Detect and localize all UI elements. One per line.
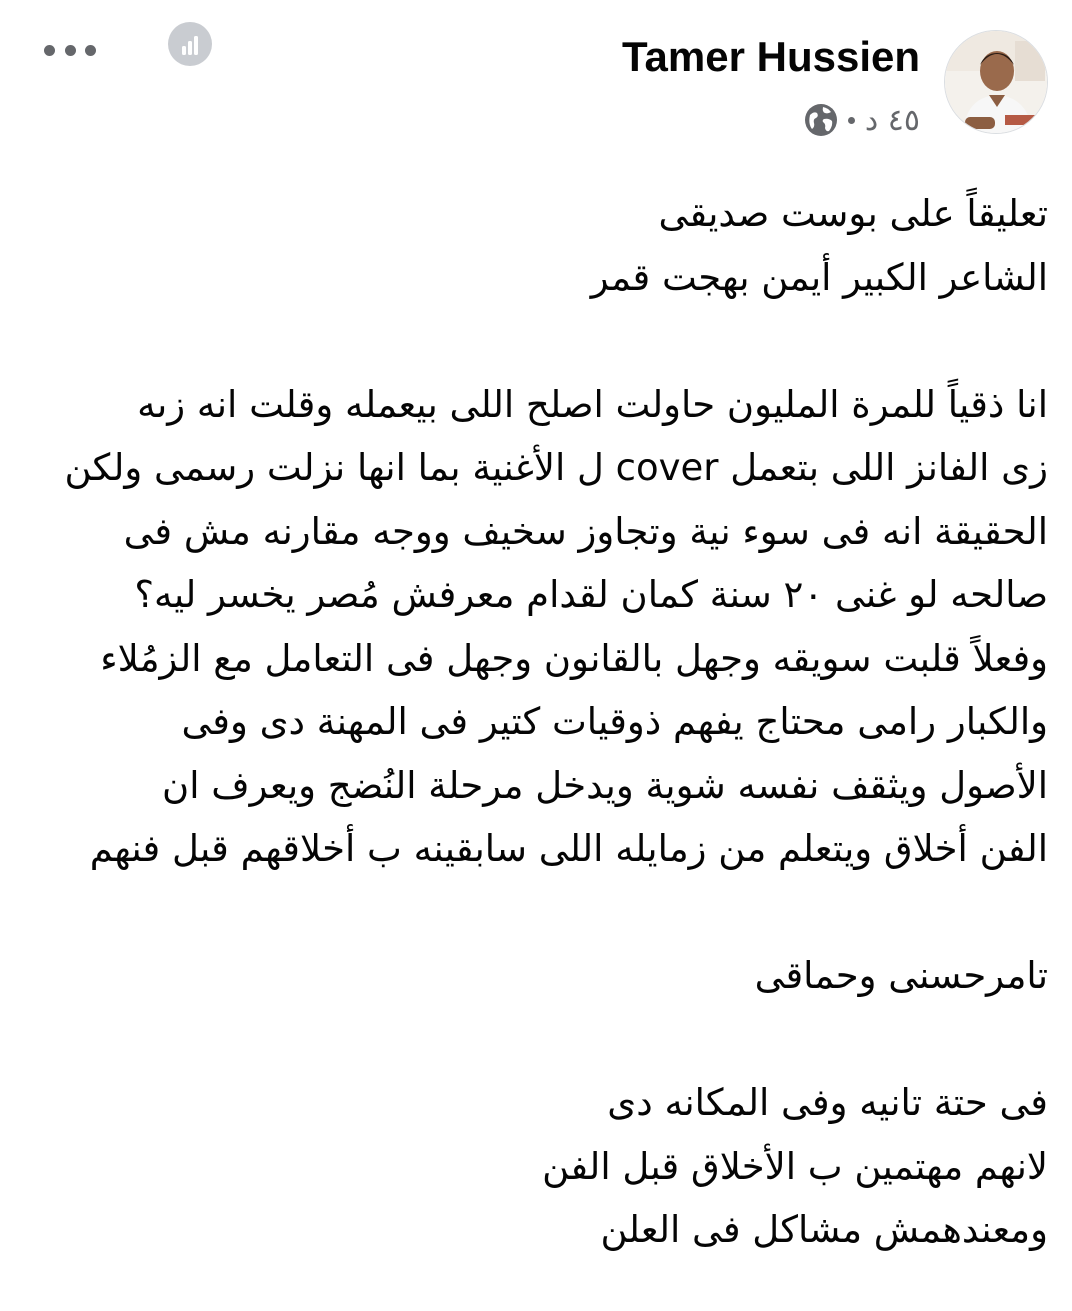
insights-chart-icon (168, 22, 212, 66)
author-name[interactable]: Tamer Hussien (622, 33, 920, 80)
paragraph-break (28, 1008, 1048, 1072)
insights-button[interactable] (168, 22, 212, 66)
post-text-line: تامرحسنى وحماقى (754, 954, 1048, 997)
paragraph-break (28, 881, 1048, 945)
post-text-line: الحقيقة انه فى سوء نية وتجاوز سخيف ووجه مقارنه مش فى (123, 509, 1048, 553)
post-timestamp[interactable]: ٤٥ د (864, 102, 920, 138)
post-header (0, 0, 1072, 150)
more-dot (44, 45, 55, 56)
post-text-line: تعليقاً على بوست صديقى (658, 192, 1048, 235)
post-text-line: صالحه لو غنى ٢٠ سنة كمان لقدام معرفش مُصر يخسر ليه؟ (134, 573, 1048, 616)
post-text-line: الشاعر الكبير أيمن بهجت قمر (590, 255, 1048, 299)
post-text-line: والكبار رامى محتاج يفهم ذوقيات كتير فى المهنة دى وفى (181, 700, 1048, 743)
post-text-line: لانهم مهتمين ب الأخلاق قبل الفن (542, 1144, 1048, 1188)
post-text-line: فى حتة تانيه وفى المكانه دى (607, 1081, 1048, 1124)
paragraph-break (28, 309, 1048, 373)
more-options-button[interactable] (44, 36, 96, 64)
more-dot (65, 45, 76, 56)
post-text-line: الفن أخلاق ويتعلم من زمايله اللى سابقينه ب أخلاقهم قبل فنهم (89, 827, 1048, 870)
post-text-line: وفعلاً قلبت سويقه وجهل بالقانون وجهل فى التعامل مع الزمُلاء (100, 636, 1048, 680)
post-text-line: انا ذقياً للمرة المليون حاولت اصلح اللى بيعمله وقلت انه زىه (137, 382, 1048, 426)
more-dot (85, 45, 96, 56)
globe-icon[interactable] (804, 103, 838, 137)
post-text-line: ومعندهمش مشاكل فى العلن (600, 1208, 1048, 1251)
post-meta (804, 100, 920, 140)
author-avatar[interactable] (944, 30, 1048, 134)
profile-photo-icon (945, 31, 1048, 134)
post-text (28, 182, 1048, 1262)
meta-separator (848, 117, 855, 124)
post-text-line: زى الفانز اللى بتعمل cover ل الأغنية بما انها نزلت رسمى ولكن (64, 446, 1048, 489)
post-text-line: الأصول ويثقف نفسه شوية ويدخل مرحلة النُضج ويعرف ان (162, 763, 1048, 807)
